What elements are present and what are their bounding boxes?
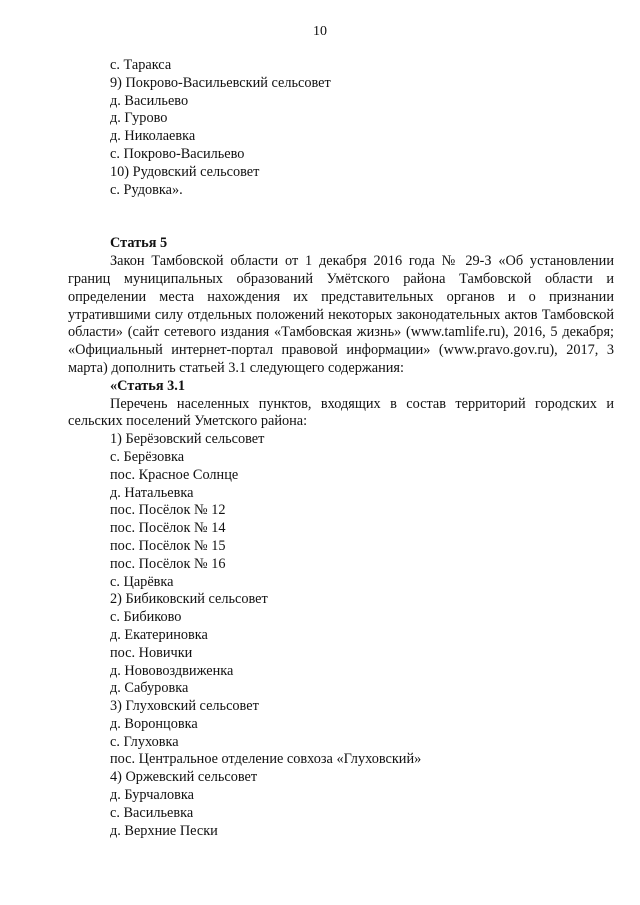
list-item: 1) Берёзовский сельсовет <box>110 431 265 448</box>
list-item: пос. Красное Солнце <box>110 466 239 483</box>
section-spacer <box>68 199 614 217</box>
list-item: пос. Посёлок № 16 <box>110 555 226 572</box>
list-item: с. Васильевка <box>110 804 194 821</box>
list-item: д. Бурчаловка <box>110 787 194 804</box>
list-item: с. Покрово-Васильево <box>110 145 245 162</box>
article-3-1-heading: «Статья 3.1 <box>110 377 186 394</box>
list-item: д. Верхние Пески <box>110 822 218 839</box>
list-item: 4) Оржевский сельсовет <box>110 769 258 786</box>
list-item: пос. Посёлок № 12 <box>110 502 226 519</box>
list-item: д. Гурово <box>110 110 168 127</box>
list-item: 2) Бибиковский сельсовет <box>110 591 268 608</box>
list-item: пос. Посёлок № 14 <box>110 520 226 537</box>
list-item: с. Рудовка». <box>110 181 183 198</box>
article-5-heading: Статья 5 <box>110 235 168 252</box>
list-item: д. Екатериновка <box>110 626 208 643</box>
list-item: с. Таракса <box>110 57 172 73</box>
document-body <box>68 57 614 840</box>
article-5-paragraph: Закон Тамбовской области от 1 декабря 2016 года № 29-З «Об установлении границ муниципальных образований Умётского района Тамбовской области и определении места нахождения их представительных органов и о признании утратившими силу отдельных положений некоторых законодательных актов Тамбовской области» (сайт сетевого издания «Тамбовская жизнь» (www.tamlife.ru), 2016, 5 декабря; «Официальный интернет-портал правовой информации» (www.pravo.gov.ru), 2017, 3 марта) дополнить статьей 3.1 следующего содержания: <box>68 253 614 376</box>
page-number: 10 <box>313 24 327 39</box>
list-item: д. Сабуровка <box>110 680 189 697</box>
list-item: д. Воронцовка <box>110 715 198 732</box>
list-item: пос. Центральное отделение совхоза «Глуховский» <box>110 751 422 768</box>
list-item: д. Васильево <box>110 92 189 109</box>
section-spacer <box>68 217 614 235</box>
list-item: 10) Рудовский сельсовет <box>110 163 260 180</box>
settlement-list-after <box>68 431 614 840</box>
list-item: 9) Покрово-Васильевский сельсовет <box>110 74 331 91</box>
list-item: пос. Посёлок № 15 <box>110 537 226 554</box>
list-item: с. Глуховка <box>110 733 179 750</box>
article-3-1-paragraph: Перечень населенных пунктов, входящих в состав территорий городских и сельских поселений Уметского района: <box>68 395 614 430</box>
list-item: 3) Глуховский сельсовет <box>110 698 259 715</box>
list-item: д. Нововоздвиженка <box>110 662 234 679</box>
list-item: с. Берёзовка <box>110 448 185 465</box>
list-item: с. Царёвка <box>110 573 174 590</box>
list-item: д. Натальевка <box>110 484 194 501</box>
settlement-list-before <box>68 57 614 199</box>
list-item: с. Бибиково <box>110 609 182 626</box>
list-item: д. Николаевка <box>110 128 196 145</box>
list-item: пос. Новички <box>110 644 193 661</box>
